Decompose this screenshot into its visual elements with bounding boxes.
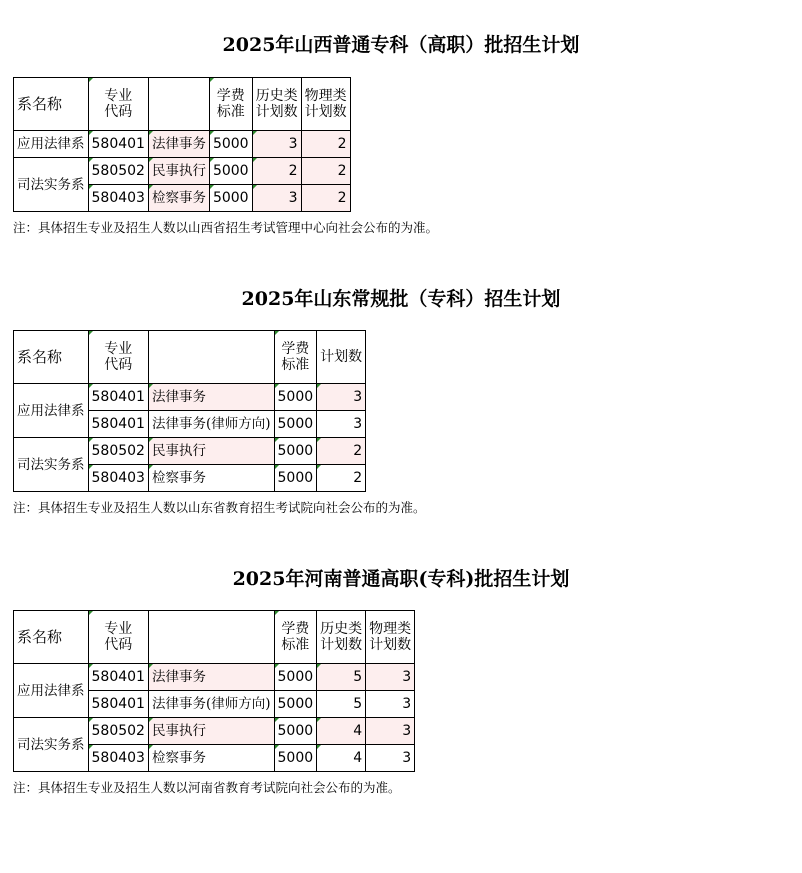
physics-count-cell: 2 (301, 158, 350, 185)
fee-cell: 5000 (209, 158, 252, 185)
code-cell: 580403 (88, 745, 148, 772)
code-cell: 580502 (88, 158, 148, 185)
major-name-cell: 法律事务(律师方向) (148, 411, 274, 438)
header-dept: 系名称 (14, 611, 89, 664)
header-name-blank (148, 611, 274, 664)
code-cell: 580502 (88, 718, 148, 745)
henan-plan-table (13, 610, 415, 772)
major-name-cell: 民事执行 (148, 438, 274, 465)
code-cell: 580401 (88, 411, 148, 438)
code-cell: 580403 (88, 185, 148, 212)
major-name-cell: 法律事务(律师方向) (148, 691, 274, 718)
shandong-title: 2025年山东常规批（专科）招生计划 (241, 288, 561, 310)
fee-cell: 5000 (274, 465, 317, 492)
table-header-row (14, 611, 415, 664)
plan-count-cell: 2 (317, 438, 366, 465)
history-count-cell: 4 (317, 745, 366, 772)
dept-cell: 司法实务系 (14, 438, 89, 492)
fee-cell: 5000 (274, 691, 317, 718)
header-name-blank (148, 78, 209, 131)
dept-cell: 应用法律系 (14, 664, 89, 718)
code-cell: 580401 (88, 664, 148, 691)
fee-cell: 5000 (274, 664, 317, 691)
physics-count-cell: 3 (366, 718, 415, 745)
physics-count-cell: 2 (301, 131, 350, 158)
code-cell: 580403 (88, 465, 148, 492)
shandong-plan-table (13, 330, 366, 492)
shandong-note: 注：具体招生专业及招生人数以山东省教育招生考试院向社会公布的为准。 (13, 500, 426, 515)
fee-cell: 5000 (274, 745, 317, 772)
fee-cell: 5000 (274, 438, 317, 465)
physics-count-cell: 3 (366, 691, 415, 718)
table-row (14, 664, 415, 691)
header-history: 历史类 计划数 (317, 611, 366, 664)
shanxi-title: 2025年山西普通专科（高职）批招生计划 (222, 34, 580, 56)
table-row (14, 384, 366, 411)
fee-cell: 5000 (274, 718, 317, 745)
dept-cell: 应用法律系 (14, 384, 89, 438)
plan-count-cell: 3 (317, 411, 366, 438)
fee-cell: 5000 (209, 131, 252, 158)
history-count-cell: 3 (252, 131, 301, 158)
table-header-row (14, 331, 366, 384)
shanxi-plan-table (13, 77, 351, 212)
fee-cell: 5000 (274, 411, 317, 438)
major-name-cell: 检察事务 (148, 465, 274, 492)
header-code: 专业 代码 (88, 611, 148, 664)
major-name-cell: 检察事务 (148, 185, 209, 212)
header-fee: 学费 标准 (274, 331, 317, 384)
header-name-blank (148, 331, 274, 384)
fee-cell: 5000 (209, 185, 252, 212)
henan-title: 2025年河南普通高职(专科)批招生计划 (232, 568, 570, 590)
table-row (14, 131, 351, 158)
header-fee: 学费 标准 (209, 78, 252, 131)
header-history: 历史类 计划数 (252, 78, 301, 131)
fee-cell: 5000 (274, 384, 317, 411)
physics-count-cell: 3 (366, 745, 415, 772)
history-count-cell: 2 (252, 158, 301, 185)
header-fee: 学费 标准 (274, 611, 317, 664)
code-cell: 580502 (88, 438, 148, 465)
physics-count-cell: 3 (366, 664, 415, 691)
header-physics: 物理类 计划数 (301, 78, 350, 131)
major-name-cell: 法律事务 (148, 131, 209, 158)
history-count-cell: 5 (317, 691, 366, 718)
history-count-cell: 5 (317, 664, 366, 691)
major-name-cell: 民事执行 (148, 158, 209, 185)
history-count-cell: 4 (317, 718, 366, 745)
major-name-cell: 法律事务 (148, 664, 274, 691)
major-name-cell: 检察事务 (148, 745, 274, 772)
dept-cell: 司法实务系 (14, 158, 89, 212)
header-plan: 计划数 (317, 331, 366, 384)
table-row (14, 438, 366, 465)
shanxi-note: 注：具体招生专业及招生人数以山西省招生考试管理中心向社会公布的为准。 (13, 220, 439, 235)
header-code: 专业 代码 (88, 331, 148, 384)
major-name-cell: 法律事务 (148, 384, 274, 411)
table-row (14, 718, 415, 745)
header-code: 专业 代码 (88, 78, 148, 131)
table-header-row (14, 78, 351, 131)
header-dept: 系名称 (14, 78, 89, 131)
physics-count-cell: 2 (301, 185, 350, 212)
henan-note: 注：具体招生专业及招生人数以河南省教育考试院向社会公布的为准。 (13, 780, 401, 795)
dept-cell: 应用法律系 (14, 131, 89, 158)
header-dept: 系名称 (14, 331, 89, 384)
table-row (14, 158, 351, 185)
code-cell: 580401 (88, 384, 148, 411)
plan-count-cell: 2 (317, 465, 366, 492)
plan-count-cell: 3 (317, 384, 366, 411)
header-physics: 物理类 计划数 (366, 611, 415, 664)
code-cell: 580401 (88, 691, 148, 718)
major-name-cell: 民事执行 (148, 718, 274, 745)
dept-cell: 司法实务系 (14, 718, 89, 772)
code-cell: 580401 (88, 131, 148, 158)
history-count-cell: 3 (252, 185, 301, 212)
